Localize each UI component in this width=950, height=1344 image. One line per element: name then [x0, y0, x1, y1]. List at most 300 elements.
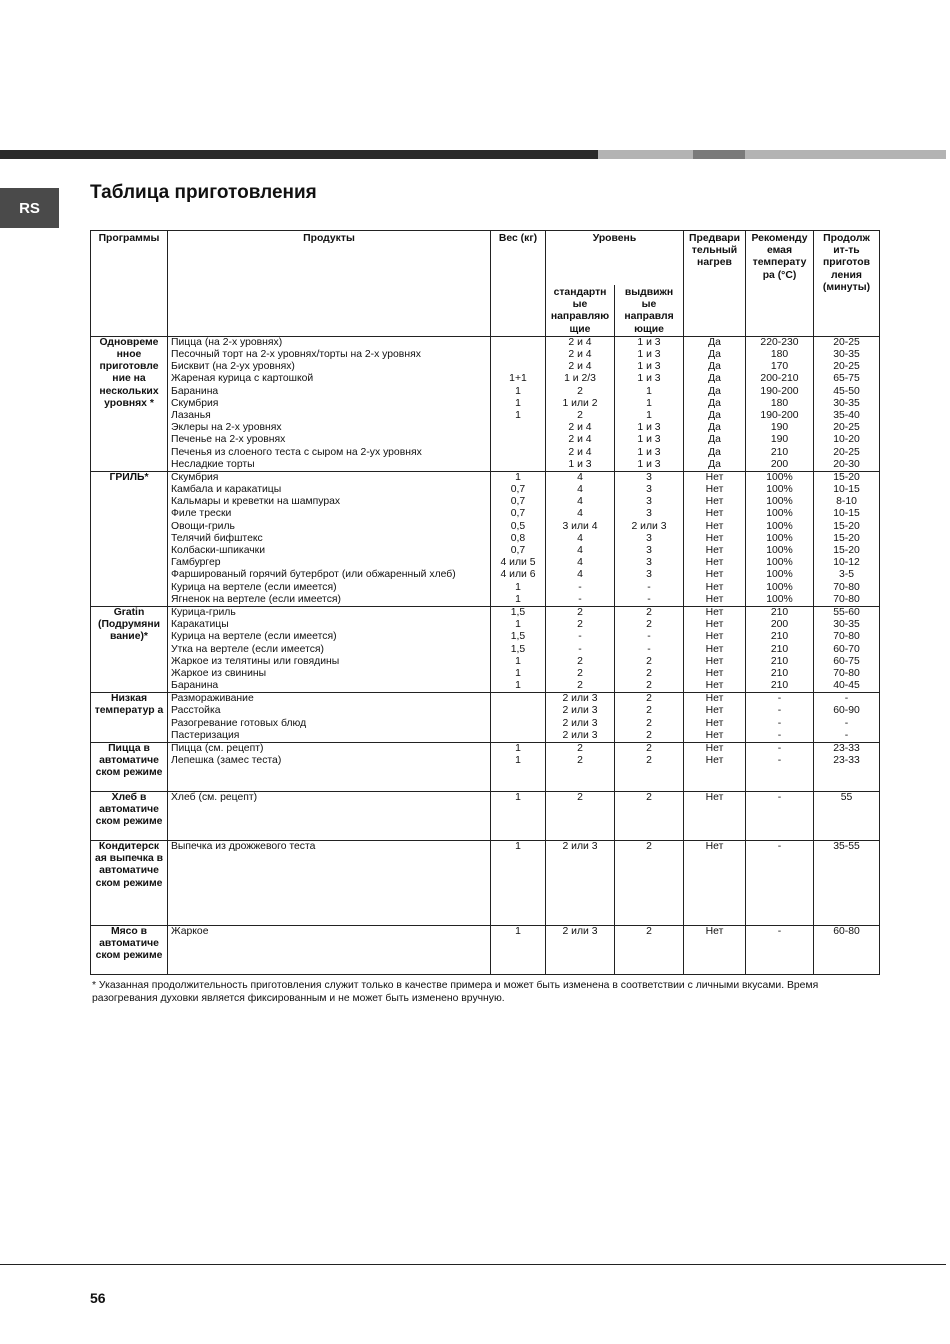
preheat-cell [684, 471, 746, 606]
cell-line: 30-35 [833, 349, 860, 360]
cell-line: 1 [515, 755, 521, 767]
cell-line: 210 [770, 680, 789, 692]
cell-line: 0,7 [510, 545, 526, 556]
cell-line: 1,5 [510, 643, 526, 655]
cell-line: 1 [646, 409, 652, 421]
weight-cell [491, 926, 546, 975]
cell-line: 2 [646, 755, 652, 767]
cell-line: 100% [766, 496, 793, 508]
cell-line: Эклеры на 2-х уровнях [171, 422, 282, 434]
cell-line: 190-200 [760, 409, 799, 421]
cell-line: 1 [515, 385, 521, 397]
cell-line: 2 [577, 680, 583, 692]
footnote: * Указанная продолжительность приготовления служит только в качестве примера и может быть изменена в соответствии с личными вкусами. Время разогревания духовки является фиксированным и не может быть изменено вручную. [92, 980, 819, 1004]
cell-line: 100% [766, 593, 793, 605]
cell-line: 4 [577, 545, 583, 556]
cell-line: - [777, 693, 782, 705]
cell-line: 15-20 [833, 520, 860, 532]
cell-line: Нет [705, 680, 724, 692]
header-level-sliding: выдвижн ые направля ющие [615, 285, 684, 336]
program-cell: Gratin (Подрумяни вание)* [91, 606, 168, 692]
cell-line: 1 [515, 409, 521, 421]
cell-line: 3 [646, 557, 652, 569]
cell-line: Курица-гриль [171, 606, 236, 618]
table-group-row [91, 743, 880, 792]
cell-line: 4 [577, 557, 583, 569]
temperature-cell [746, 841, 814, 926]
cell-line: 2 и 4 [568, 422, 592, 434]
page-title: Таблица приготовления [90, 182, 317, 203]
cell-line: 2 [646, 705, 652, 717]
cell-line: 220-230 [760, 336, 799, 348]
level-standard-cell [546, 693, 615, 743]
cell-line: 20-25 [833, 361, 860, 373]
level-sliding-cell [615, 792, 684, 841]
weight-cell [491, 471, 546, 606]
header-level-standard: стандартн ые направляю щие [546, 285, 615, 336]
product-cell [168, 792, 491, 841]
cell-line: 2 или 3 [562, 717, 598, 729]
cell-line: 55 [840, 792, 853, 803]
cell-line: 1 [515, 581, 521, 593]
cell-line: 2 [577, 743, 583, 754]
cell-line: 4 [577, 484, 583, 496]
cell-line: 15-20 [833, 532, 860, 544]
header-bar-segment [0, 150, 598, 159]
cell-line: Нет [705, 569, 724, 581]
cell-line: 200-210 [760, 373, 799, 385]
header-level: Уровень [546, 231, 684, 286]
cell-line: Нет [705, 693, 724, 705]
preheat-cell [684, 606, 746, 692]
cell-line: 10-20 [833, 434, 860, 446]
cell-line: 1 или 2 [562, 397, 598, 409]
program-cell: Одновреме нное приготовле ние на нескольких уровнях * [91, 336, 168, 471]
header-weight: Вес (кг) [491, 231, 546, 337]
cell-line: 200 [770, 619, 789, 631]
cell-line: 2 и 4 [568, 336, 592, 348]
cell-line: 190 [770, 434, 789, 446]
level-standard-cell [546, 792, 615, 841]
cell-line: 60-80 [833, 926, 860, 937]
cell-line: 2 и 4 [568, 446, 592, 458]
temperature-cell [746, 792, 814, 841]
cell-line: 4 [577, 569, 583, 581]
cell-line: 70-80 [833, 631, 860, 643]
cell-line: 30-35 [833, 619, 860, 631]
cell-line: 0,8 [510, 532, 526, 544]
cell-line: 65-75 [833, 373, 860, 385]
cell-line: 100% [766, 520, 793, 532]
cell-line: 3 [646, 496, 652, 508]
cell-line: 60-90 [833, 705, 860, 717]
cell-line: 2 [577, 606, 583, 618]
table-group-row [91, 693, 880, 743]
cell-line: Нет [705, 643, 724, 655]
level-standard-cell [546, 743, 615, 792]
header-products: Продукты [168, 231, 491, 337]
preheat-cell [684, 743, 746, 792]
cell-line: 0,5 [510, 520, 526, 532]
cell-line [494, 459, 542, 471]
cell-line: 1 [515, 397, 521, 409]
cell-line: Баранина [171, 680, 219, 692]
cell-line: Да [708, 349, 721, 360]
preheat-cell [684, 792, 746, 841]
cell-line: 210 [770, 643, 789, 655]
cell-line: Нет [705, 532, 724, 544]
cell-line [494, 422, 542, 434]
cell-line [494, 361, 542, 373]
cell-line: 180 [770, 397, 789, 409]
temperature-cell [746, 471, 814, 606]
cell-line: 30-35 [833, 397, 860, 409]
level-sliding-cell [615, 926, 684, 975]
header-bar-segment [693, 150, 745, 159]
cell-line: 2 или 3 [562, 841, 598, 852]
header-duration: Продолж ит-ть приготов ления (минуты) [814, 231, 880, 337]
preheat-cell [684, 693, 746, 743]
cell-line: - [578, 581, 582, 593]
cell-line: Размораживание [171, 693, 254, 705]
cell-line: 20-25 [833, 446, 860, 458]
cell-line: 40-45 [833, 680, 860, 692]
cell-line: Нет [705, 792, 724, 803]
cell-line: 1 [515, 841, 521, 852]
cell-line: Да [708, 336, 721, 348]
cell-line: Гамбургер [171, 557, 221, 569]
product-cell [168, 743, 491, 792]
cell-line: Жареная курица с картошкой [171, 373, 314, 385]
cell-line: 100% [766, 569, 793, 581]
cell-line: 2 [577, 667, 583, 679]
cell-line: 3 [646, 569, 652, 581]
cell-line: Песочный торт на 2-х уровнях/торты на 2-х уровнях [171, 349, 421, 360]
cell-line: - [777, 841, 782, 852]
level-standard-cell [546, 471, 615, 606]
cell-line: 100% [766, 484, 793, 496]
table-group-row [91, 471, 880, 606]
cell-line: Камбала и каракатицы [171, 484, 282, 496]
cell-line: 0,7 [510, 508, 526, 520]
level-sliding-cell [615, 841, 684, 926]
weight-cell [491, 743, 546, 792]
product-cell [168, 841, 491, 926]
cell-line: 20-25 [833, 336, 860, 348]
weight-cell [491, 841, 546, 926]
cell-line: 3 или 4 [562, 520, 598, 532]
cell-line: 0,7 [510, 496, 526, 508]
cooking-table [90, 230, 880, 975]
temperature-cell [746, 606, 814, 692]
cell-line: Лазанья [171, 409, 211, 421]
cell-line: Выпечка из дрожжевого теста [171, 841, 316, 852]
cell-line: Да [708, 422, 721, 434]
preheat-cell [684, 336, 746, 471]
cell-line: 1,5 [510, 606, 526, 618]
cell-line: - [578, 631, 582, 643]
cell-line: 35-40 [833, 409, 860, 421]
cell-line: 10-15 [833, 508, 860, 520]
cell-line [494, 447, 542, 459]
cell-line: 4 или 6 [500, 569, 536, 581]
cell-line: 23-33 [833, 755, 860, 767]
duration-cell [814, 792, 880, 841]
cell-line: Нет [705, 557, 724, 569]
cell-line: Каракатицы [171, 619, 229, 631]
cell-line: 180 [770, 349, 789, 360]
cell-line: 2 или 3 [562, 729, 598, 741]
cell-line: - [647, 593, 651, 605]
cell-line: Нет [705, 545, 724, 556]
cell-line: Курица на вертеле (если имеется) [171, 581, 337, 593]
cell-line: 35-55 [833, 841, 860, 852]
cell-line: 70-80 [833, 667, 860, 679]
level-sliding-cell [615, 336, 684, 471]
cell-line: 1 [515, 680, 521, 692]
cell-line: 2 [577, 655, 583, 667]
cell-line: 70-80 [833, 581, 860, 593]
cell-line: Жаркое из телятины или говядины [171, 655, 340, 667]
cell-line: 170 [770, 361, 789, 373]
cell-line [494, 730, 542, 742]
page-number: 56 [90, 1290, 106, 1306]
cell-line: 2 [646, 655, 652, 667]
cell-line: Нет [705, 606, 724, 618]
temperature-cell [746, 336, 814, 471]
temperature-cell [746, 743, 814, 792]
product-cell [168, 471, 491, 606]
weight-cell [491, 693, 546, 743]
cell-line: 60-75 [833, 655, 860, 667]
header-bar-segment [745, 150, 946, 159]
cell-line: 2 [646, 729, 652, 741]
cell-line: 0,7 [510, 484, 526, 496]
cell-line: Утка на вертеле (если имеется) [171, 643, 325, 655]
cell-line: 2 [646, 743, 652, 754]
cell-line: Нет [705, 655, 724, 667]
cell-line: - [777, 729, 782, 741]
cell-line: 210 [770, 606, 789, 618]
duration-cell [814, 693, 880, 743]
cell-line: 1 [515, 792, 521, 803]
cell-line: 1 [515, 593, 521, 605]
cell-line: 3 [646, 471, 652, 483]
cell-line: 1 [515, 743, 521, 754]
cell-line: Нет [705, 593, 724, 605]
temperature-cell [746, 926, 814, 975]
product-cell [168, 926, 491, 975]
cell-line: 1 [515, 655, 521, 667]
level-sliding-cell [615, 471, 684, 606]
cell-line: Нет [705, 743, 724, 754]
cell-line: Да [708, 361, 721, 373]
cell-line: 3 [646, 532, 652, 544]
cell-line: Скумбрия [171, 397, 219, 409]
cell-line: - [777, 755, 782, 767]
cell-line: Нет [705, 581, 724, 593]
cell-line: 2 [646, 693, 652, 705]
header-preheat: Предвари тельный нагрев [684, 231, 746, 337]
cell-line: 10-12 [833, 557, 860, 569]
cell-line: 1 и 3 [637, 458, 661, 470]
cell-line: Кальмары и креветки на шампурах [171, 496, 341, 508]
table-group-row [91, 926, 880, 975]
cell-line: - [844, 729, 849, 741]
cell-line: Нет [705, 705, 724, 717]
cell-line: 2 [646, 680, 652, 692]
cell-line: Хлеб (см. рецепт) [171, 792, 258, 803]
cell-line: 100% [766, 508, 793, 520]
cell-line: - [777, 717, 782, 729]
product-cell [168, 336, 491, 471]
cell-line: Нет [705, 667, 724, 679]
cell-line: Нет [705, 484, 724, 496]
language-tab: RS [0, 188, 59, 228]
cell-line: 2 [577, 619, 583, 631]
duration-cell [814, 926, 880, 975]
cell-line: 1 и 3 [637, 434, 661, 446]
duration-cell [814, 606, 880, 692]
cell-line: - [647, 631, 651, 643]
cell-line: 1 [515, 667, 521, 679]
cell-line: 4 или 5 [500, 557, 536, 569]
cell-line: 60-70 [833, 643, 860, 655]
cell-line: 1 [515, 619, 521, 631]
cell-line: 1 и 3 [637, 349, 661, 360]
temperature-cell [746, 693, 814, 743]
cell-line: 2 [646, 841, 652, 852]
cell-line: Да [708, 458, 721, 470]
cell-line: 2 или 3 [562, 926, 598, 937]
cell-line: - [777, 926, 782, 937]
cell-line: 200 [770, 458, 789, 470]
cell-line: 3-5 [838, 569, 855, 581]
cell-line: - [578, 643, 582, 655]
cell-line: 2 и 4 [568, 349, 592, 360]
cell-line: Жаркое из свинины [171, 667, 267, 679]
cell-line [494, 434, 542, 446]
cell-line: - [844, 717, 849, 729]
cell-line: 100% [766, 545, 793, 556]
cell-line: Скумбрия [171, 471, 219, 483]
cell-line: 1 и 3 [637, 373, 661, 385]
cell-line [494, 349, 542, 361]
cell-line: 55-60 [833, 606, 860, 618]
level-sliding-cell [615, 606, 684, 692]
cell-line: Жаркое [171, 926, 209, 937]
cell-line: Да [708, 373, 721, 385]
cell-line: 15-20 [833, 545, 860, 556]
cell-line: 1 [646, 397, 652, 409]
weight-cell [491, 336, 546, 471]
program-cell: Пицца в автоматиче ском режиме [91, 743, 168, 792]
cell-line: 2 [646, 717, 652, 729]
cell-line: 190-200 [760, 385, 799, 397]
program-cell: Хлеб в автоматиче ском режиме [91, 792, 168, 841]
header-programs: Программы [91, 231, 168, 337]
cell-line: 210 [770, 667, 789, 679]
level-standard-cell [546, 336, 615, 471]
cell-line: Нет [705, 508, 724, 520]
cell-line: 190 [770, 422, 789, 434]
cell-line: Нет [705, 520, 724, 532]
table-group-row [91, 792, 880, 841]
cell-line: 10-15 [833, 484, 860, 496]
weight-cell [491, 606, 546, 692]
cell-line: Нет [705, 619, 724, 631]
cell-line: - [578, 593, 582, 605]
cell-line: 2 и 4 [568, 361, 592, 373]
level-sliding-cell [615, 743, 684, 792]
cell-line: 2 [577, 755, 583, 767]
level-sliding-cell [615, 693, 684, 743]
cell-line: 210 [770, 631, 789, 643]
table-group-row [91, 841, 880, 926]
level-standard-cell [546, 841, 615, 926]
program-cell: ГРИЛЬ* [91, 471, 168, 606]
cell-line: 100% [766, 471, 793, 483]
cell-line: 4 [577, 496, 583, 508]
program-cell: Низкая температур а [91, 693, 168, 743]
cell-line [494, 337, 542, 349]
cell-line: 2 [646, 619, 652, 631]
cell-line: 4 [577, 508, 583, 520]
duration-cell [814, 471, 880, 606]
cell-line: Пицца (на 2-х уровнях) [171, 336, 283, 348]
table-group-row [91, 606, 880, 692]
cell-line: Филе трески [171, 508, 232, 520]
cell-line: 100% [766, 581, 793, 593]
cell-line: 2 [646, 926, 652, 937]
cell-line: Лепешка (замес теста) [171, 755, 282, 767]
header-color-bar [0, 150, 946, 159]
cell-line: 4 [577, 532, 583, 544]
cell-line: Курица на вертеле (если имеется) [171, 631, 337, 643]
cell-line: 210 [770, 655, 789, 667]
cell-line: Баранина [171, 385, 219, 397]
duration-cell [814, 841, 880, 926]
cell-line: Печенья из слоеного теста с сыром на 2-ух уровнях [171, 446, 422, 458]
cell-line: 1 [646, 385, 652, 397]
cell-line [494, 718, 542, 730]
cell-line: 1 и 3 [637, 422, 661, 434]
preheat-cell [684, 926, 746, 975]
cell-line: - [647, 643, 651, 655]
preheat-cell [684, 841, 746, 926]
header-bar-segment [598, 150, 693, 159]
cell-line: 2 или 3 [631, 520, 667, 532]
cell-line: 3 [646, 484, 652, 496]
cell-line: 100% [766, 532, 793, 544]
cell-line: Колбаски-шпикачки [171, 545, 266, 556]
cell-line: Нет [705, 471, 724, 483]
cell-line: 2 [646, 667, 652, 679]
cell-line: 1+1 [509, 373, 527, 385]
cell-line: 1 и 3 [637, 446, 661, 458]
cell-line: 20-30 [833, 458, 860, 470]
cell-line: 1 и 3 [568, 458, 592, 470]
cell-line: Расстойка [171, 705, 221, 717]
program-cell: Мясо в автоматиче ском режиме [91, 926, 168, 975]
cell-line: Ягненок на вертеле (если имеется) [171, 593, 341, 605]
cell-line: Нет [705, 926, 724, 937]
cell-line: Разогревание готовых блюд [171, 717, 307, 729]
cell-line: 3 [646, 508, 652, 520]
cell-line: 1 и 2/3 [564, 373, 596, 385]
cell-line: Фаршированый горячий бутерброт (или обжаренный хлеб) [171, 569, 456, 581]
cell-line [494, 693, 542, 705]
